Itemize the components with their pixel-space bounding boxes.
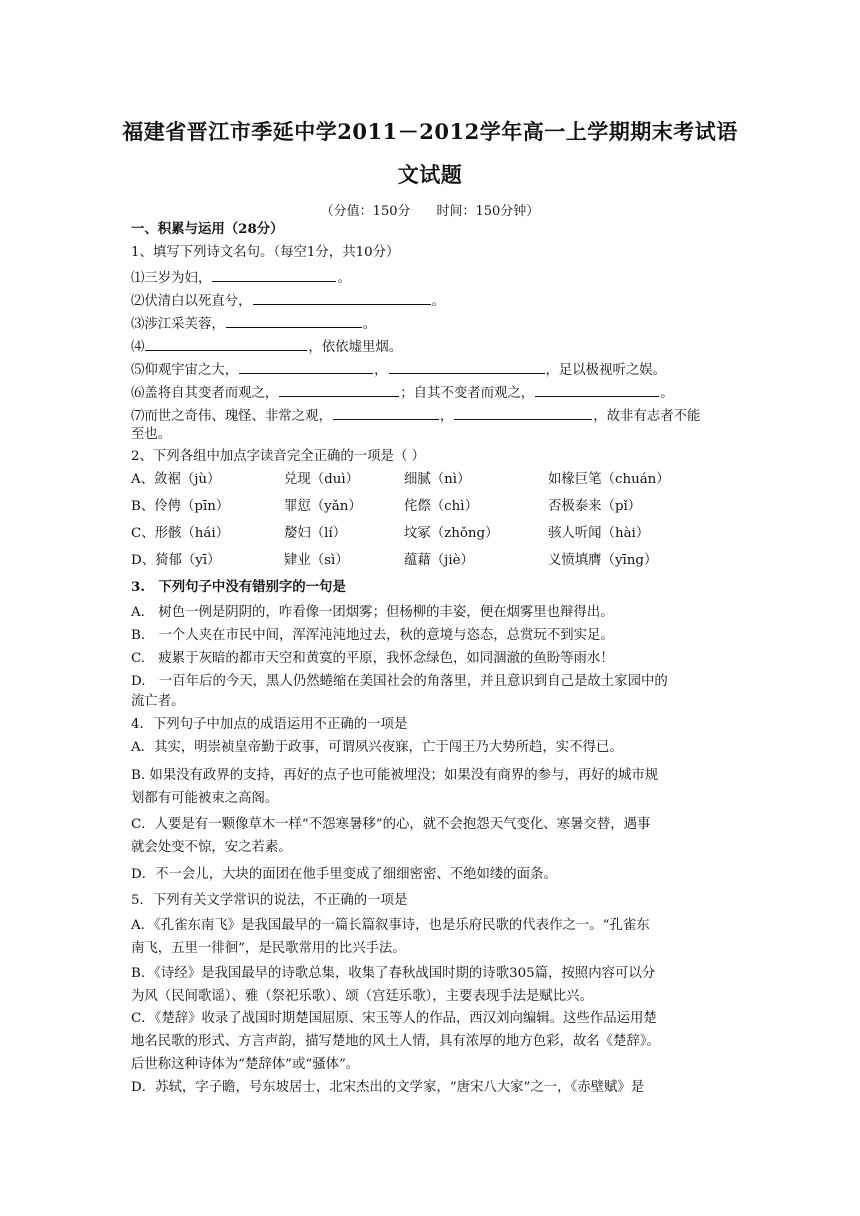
q2-option-a-word-1: A、敛裾（jù） bbox=[131, 472, 221, 487]
q2-option-d-word-3: 蕴藉（jiè） bbox=[404, 553, 474, 568]
q3-option-a: A. 树色一例是阴阴的，咋看像一团烟雾；但杨柳的丰姿，便在烟雾里也辩得出。 bbox=[131, 605, 614, 620]
q2-option-b-word-3: 侘傺（chì） bbox=[404, 499, 478, 514]
q4-option-b-cont: 划都有可能被束之高阁。 bbox=[131, 791, 279, 806]
q1-item-2 bbox=[131, 291, 731, 311]
q1-item-6 bbox=[131, 383, 731, 403]
q1-item-4 bbox=[131, 337, 731, 357]
section-heading: 一、积累与运用（28分） bbox=[131, 221, 284, 237]
q2-option-c-word-2: 嫠妇（lí） bbox=[284, 526, 347, 541]
question-5-stem: 5．下列有关文学常识的说法，不正确的一项是 bbox=[131, 893, 408, 908]
q5-option-c-cont-1: 地名民歌的形式、方言声韵，描写楚地的风土人情，具有浓厚的地方色彩，故名《楚辞》。 bbox=[131, 1034, 660, 1049]
q4-option-c: C．人要是有一颗像草木一样“不怨寒暑移”的心，就不会抱怨天气变化、寒暑交替，遇事 bbox=[131, 817, 651, 832]
answer-blank[interactable] bbox=[212, 268, 336, 282]
answer-blank[interactable] bbox=[226, 314, 362, 328]
q2-option-c-word-3: 坟冢（zhǒng） bbox=[404, 526, 499, 541]
q5-option-c: C．《楚辞》收录了战国时期楚国屈原、宋玉等人的作品，西汉刘向编辑。这些作品运用楚 bbox=[131, 1011, 657, 1026]
answer-blank[interactable] bbox=[389, 360, 545, 374]
q1-item-7-sep: ， bbox=[439, 409, 454, 424]
q4-option-d: D．不一会儿，大块的面团在他手里变成了细细密密、不绝如缕的面条。 bbox=[131, 867, 557, 882]
question-3-stem: 3. 下列句子中没有错别字的一句是 bbox=[131, 579, 346, 595]
q2-option-c-word-1: C、形骸（hái） bbox=[131, 526, 230, 541]
question-2-stem: 2、下列各组中加点字读音完全正确的一项是（ ） bbox=[131, 449, 425, 464]
page-title-line-1: 福建省晋江市季延中学2011－2012学年高一上学期期末考试语 bbox=[122, 119, 738, 144]
q1-item-1-end: 。 bbox=[337, 271, 351, 286]
q5-option-a-cont: 南飞，五里一徘徊”，是民歌常用的比兴手法。 bbox=[131, 941, 406, 956]
page-title-line-2: 文试题 bbox=[397, 162, 463, 187]
q1-item-3-text: ⑶涉江采芙蓉， bbox=[131, 317, 225, 332]
answer-blank[interactable] bbox=[333, 406, 439, 420]
q1-item-4-text: ⑷ bbox=[131, 340, 145, 355]
q1-item-7 bbox=[131, 406, 731, 426]
q2-option-d-word-2: 肄业（sì） bbox=[284, 553, 349, 568]
answer-blank[interactable] bbox=[279, 383, 399, 397]
q1-item-7-cont: 至也。 bbox=[131, 427, 172, 442]
answer-blank[interactable] bbox=[253, 291, 431, 305]
q1-item-2-end: 。 bbox=[431, 294, 445, 309]
q3-option-c: C. 疲累于灰暗的都市天空和黄寞的平原，我怀念绿色，如同涸澈的鱼盼等雨水！ bbox=[131, 651, 614, 666]
q1-item-6-end: 。 bbox=[660, 386, 674, 401]
q1-item-3-end: 。 bbox=[362, 317, 377, 332]
answer-blank[interactable] bbox=[454, 406, 592, 420]
q1-item-1-text: ⑴三岁为妇， bbox=[131, 271, 212, 286]
q4-option-b: B. 如果没有政界的支持，再好的点子也可能被埋没；如果没有商界的参与，再好的城市规 bbox=[131, 768, 659, 783]
q5-option-a: A．《孔雀东南飞》是我国最早的一篇长篇叙事诗，也是乐府民歌的代表作之一。“孔雀东 bbox=[131, 918, 650, 933]
q2-option-a-word-4: 如椽巨笔（chuán） bbox=[548, 472, 670, 487]
q1-item-3 bbox=[131, 314, 731, 334]
q1-item-6-sep: ；自其不变者而观之， bbox=[400, 386, 535, 401]
answer-blank[interactable] bbox=[145, 337, 307, 351]
question-1-stem: 1、填写下列诗文名句。（每空1分，共10分） bbox=[131, 245, 400, 260]
q2-option-b-word-4: 否极泰来（pǐ） bbox=[548, 499, 642, 514]
q3-option-b: B. 一个人夹在市民中间，浑浑沌沌地过去，秋的意境与恣态，总赏玩不到实足。 bbox=[131, 628, 614, 643]
q3-option-d-cont: 流亡者。 bbox=[131, 694, 185, 709]
q1-item-5 bbox=[131, 360, 731, 380]
q5-option-c-cont-2: 后世称这种诗体为“楚辞体”或“骚体”。 bbox=[131, 1057, 360, 1072]
q1-item-5-end: ，足以极视听之娱。 bbox=[545, 363, 667, 378]
q2-option-b-word-2: 罪愆（yǎn） bbox=[284, 499, 362, 514]
q4-option-c-cont: 就会处变不惊，安之若素。 bbox=[131, 840, 292, 855]
q1-item-6-text: ⑹盖将自其变者而观之， bbox=[131, 386, 279, 401]
q4-option-a: A．其实，明崇祯皇帝勤于政事，可谓夙兴夜寐，亡于闯王乃大势所趋，实不得已。 bbox=[131, 740, 623, 755]
q2-option-b-word-1: B、伶俜（pīn） bbox=[131, 499, 230, 514]
question-4-stem: 4．下列句子中加点的成语运用不正确的一项是 bbox=[131, 717, 408, 732]
q2-option-a-word-3: 细腻（nì） bbox=[404, 472, 471, 487]
q5-option-b-cont: 为风（民间歌谣）、雅（祭祀乐歌）、颂（宫廷乐歌），主要表现手法是赋比兴。 bbox=[131, 989, 593, 1004]
q2-option-a-word-2: 兑现（duì） bbox=[284, 472, 360, 487]
q1-item-5-text: ⑸仰观宇宙之大， bbox=[131, 363, 239, 378]
q2-option-c-word-4: 骇人听闻（hài） bbox=[548, 526, 650, 541]
q1-item-5-sep: ， bbox=[374, 363, 388, 378]
q1-item-7-text: ⑺而世之奇伟、瑰怪、非常之观， bbox=[131, 409, 332, 424]
q1-item-1 bbox=[131, 268, 731, 288]
q1-item-2-text: ⑵伏清白以死直兮， bbox=[131, 294, 252, 309]
q1-item-7-end: ，故非有志者不能 bbox=[593, 409, 701, 424]
q2-option-d-word-4: 义愤填膺（yīng） bbox=[548, 553, 658, 568]
q3-option-d: D. 一百年后的今天，黑人仍然蜷缩在美国社会的角落里，并且意识到自己是故土家园中的 bbox=[131, 674, 668, 689]
answer-blank[interactable] bbox=[535, 383, 659, 397]
q1-item-4-end: ，依依墟里烟。 bbox=[308, 340, 403, 355]
exam-info: （分值：150分 时间：150分钟） bbox=[320, 204, 540, 219]
q5-option-b: B．《诗经》是我国最早的诗歌总集，收集了春秋战国时期的诗歌305篇，按照内容可以分 bbox=[131, 966, 656, 981]
q2-option-d-word-1: D、猗郁（yī） bbox=[131, 553, 221, 568]
q5-option-d: D．苏轼，字子瞻，号东坡居士，北宋杰出的文学家，“唐宋八大家”之一，《赤壁赋》是 bbox=[131, 1080, 645, 1095]
answer-blank[interactable] bbox=[239, 360, 373, 374]
